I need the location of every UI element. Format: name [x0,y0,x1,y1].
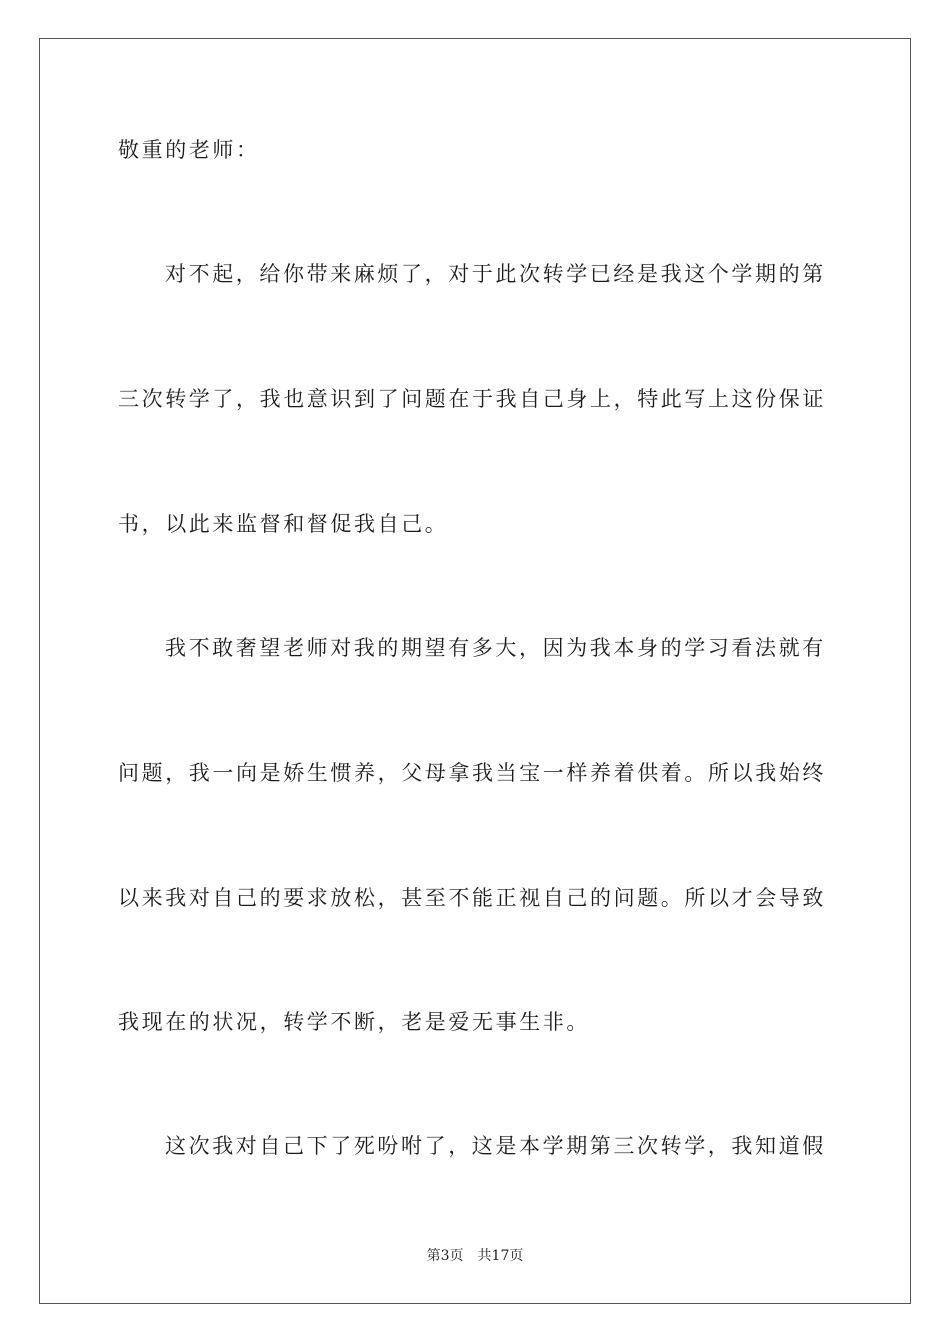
salutation: 敬重的老师： [118,138,260,162]
page-number: 第3页 [426,1248,464,1264]
paragraph-2-line-4: 我现在的状况，转学不断，老是爱无事生非。 [118,1010,590,1034]
page-footer [0,1246,950,1266]
paragraph-3-line-1: 这次我对自己下了死吩咐了，这是本学期第三次转学，我知道假 [165,1134,826,1158]
paragraph-1-line-2: 三次转学了，我也意识到了问题在于我自己身上，特此写上这份保证 [118,387,826,411]
page-border [39,38,911,1304]
paragraph-1-line-1: 对不起，给你带来麻烦了，对于此次转学已经是我这个学期的第 [165,262,826,286]
paragraph-2-line-2: 问题，我一向是娇生惯养，父母拿我当宝一样养着供着。所以我始终 [118,761,826,785]
paragraph-2-line-1: 我不敢奢望老师对我的期望有多大，因为我本身的学习看法就有 [165,636,826,660]
paragraph-2-line-3: 以来我对自己的要求放松，甚至不能正视自己的问题。所以才会导致 [118,886,826,910]
paragraph-1-line-3: 书，以此来监督和督促我自己。 [118,512,449,536]
page-total: 共17页 [477,1248,524,1264]
